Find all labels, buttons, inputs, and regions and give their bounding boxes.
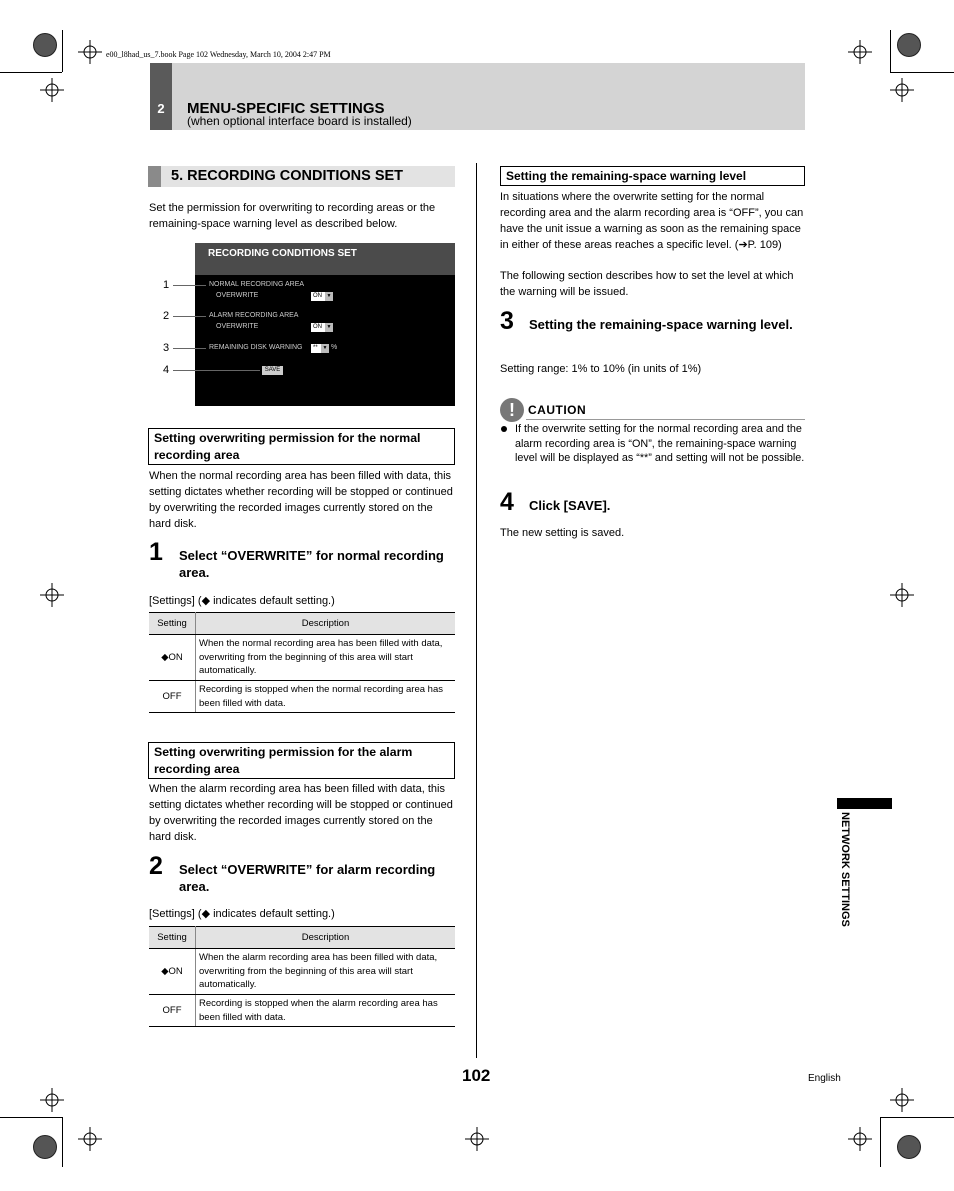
registration-disc-icon xyxy=(33,33,57,57)
crosshair-icon xyxy=(40,1088,64,1112)
chapter-title: MENU-SPECIFIC SETTINGS xyxy=(187,100,385,117)
crosshair-icon xyxy=(848,40,872,64)
crosshair-icon xyxy=(78,40,102,64)
crosshair-icon xyxy=(78,1127,102,1151)
crop-mark xyxy=(890,30,891,72)
alarm-area-description: When the alarm recording area has been filled with data, this setting dictates whether recording will be stopped or continued by overwriting the recorded images currently stored on the hard disk. xyxy=(149,783,453,843)
step-number: 4 xyxy=(500,488,514,516)
crosshair-icon xyxy=(890,583,914,607)
setting-range: Setting range: 1% to 10% (in units of 1%) xyxy=(500,363,702,375)
table-cell: ◆ON xyxy=(149,949,196,995)
step-title: Select “OVERWRITE” for alarm recording area. xyxy=(179,862,436,894)
normal-area-description: When the normal recording area has been filled with data, this setting dictates whether recording will be stopped or continued by overwriting the recorded images currently stored on the hard disk. xyxy=(149,470,453,530)
table-cell: OFF xyxy=(149,681,196,713)
print-slug: e00_l8had_us_7.book Page 102 Wednesday, March 10, 2004 2:47 PM xyxy=(106,50,331,59)
table-row xyxy=(149,995,455,1027)
section-marker xyxy=(148,166,161,187)
table-header: Setting xyxy=(149,927,196,949)
table-cell: ◆ON xyxy=(149,635,196,681)
language-label: English xyxy=(808,1073,841,1084)
settings-note: [Settings] (◆ indicates default setting.) xyxy=(149,908,335,920)
registration-disc-icon xyxy=(33,1135,57,1159)
crosshair-icon xyxy=(40,583,64,607)
chapter-number: 2 xyxy=(157,101,165,116)
chevron-down-icon: ▼ xyxy=(326,324,332,330)
crop-mark xyxy=(0,1117,62,1118)
step-title: Setting the remaining-space warning level. xyxy=(529,317,793,332)
crop-mark xyxy=(62,30,63,72)
screen-disk-warning-label: REMAINING DISK WARNING xyxy=(209,344,303,351)
table-cell: Recording is stopped when the alarm recording area has been filled with data. xyxy=(196,995,456,1027)
table-row xyxy=(149,681,455,713)
caution-icon: ! xyxy=(500,398,524,422)
screen-overwrite-select: ON xyxy=(311,292,325,301)
screen-percent-label: % xyxy=(331,344,338,351)
section-intro: Set the permission for overwriting to recording areas or the remaining-space warning level as described below. xyxy=(149,202,436,230)
side-tab xyxy=(837,798,892,809)
crop-mark xyxy=(890,72,954,73)
warning-level-description: In situations where the overwrite setting for the normal recording area and the alarm recording area is “OFF”, you can have the unit issue a warning as soon as the remaining space in either of these areas reaches a specific level. (➔P. 109) xyxy=(500,191,804,251)
chevron-down-icon: ▼ xyxy=(326,293,332,299)
callout-line xyxy=(173,316,206,317)
crosshair-icon xyxy=(465,1127,489,1151)
table-row xyxy=(149,635,455,681)
crop-mark xyxy=(0,72,62,73)
step-title: Click [SAVE]. xyxy=(529,498,611,513)
screen-overwrite-label: OVERWRITE xyxy=(216,292,259,299)
normal-area-heading: Setting overwriting permission for the normal recording area xyxy=(148,428,455,465)
table-cell: When the alarm recording area has been filled with data, overwriting from the beginning of this area will start automatically. xyxy=(196,949,456,995)
crop-mark xyxy=(880,1117,954,1118)
callout-number: 4 xyxy=(163,364,170,376)
callout-number: 3 xyxy=(163,342,170,354)
warning-level-heading: Setting the remaining-space warning level xyxy=(500,166,805,186)
section-title: 5. RECORDING CONDITIONS SET xyxy=(171,168,404,184)
crosshair-icon xyxy=(890,78,914,102)
step-number: 3 xyxy=(500,307,514,335)
caution-label: CAUTION xyxy=(528,403,587,417)
crop-mark xyxy=(880,1117,881,1167)
step-title: Select “OVERWRITE” for normal recording area. xyxy=(179,548,444,580)
screen-overwrite-select: ON xyxy=(311,323,325,332)
callout-line xyxy=(173,348,206,349)
chapter-subtitle: (when optional interface board is installed) xyxy=(187,114,412,128)
screen-save-button: SAVE xyxy=(262,366,283,375)
callout-number: 1 xyxy=(163,279,170,291)
screen-normal-area-label: NORMAL RECORDING AREA xyxy=(209,281,305,288)
crosshair-icon xyxy=(890,1088,914,1112)
settings-note: [Settings] (◆ indicates default setting.) xyxy=(149,595,335,607)
screen-alarm-area-label: ALARM RECORDING AREA xyxy=(209,312,299,319)
step-number: 1 xyxy=(149,538,163,566)
settings-table xyxy=(149,612,455,713)
bullet-icon xyxy=(501,426,507,432)
screen-warning-select: ** xyxy=(311,344,321,353)
screen-overwrite-label: OVERWRITE xyxy=(216,323,259,330)
caution-divider xyxy=(526,419,805,420)
caution-text: If the overwrite setting for the normal recording area and the alarm recording area is “ON”, the remaining-space warning level will be displayed as “**” and setting will not be possible. xyxy=(515,423,805,464)
table-cell: OFF xyxy=(149,995,196,1027)
chevron-down-icon: ▼ xyxy=(322,345,328,351)
callout-number: 2 xyxy=(163,310,170,322)
crosshair-icon xyxy=(40,78,64,102)
step-number: 2 xyxy=(149,852,163,880)
table-header: Description xyxy=(196,927,456,949)
side-tab-label: NETWORK SETTINGS xyxy=(839,812,851,927)
callout-line xyxy=(173,370,260,371)
column-divider xyxy=(476,163,477,1058)
page-number: 102 xyxy=(462,1066,491,1085)
table-row xyxy=(149,949,455,995)
chapter-tab xyxy=(150,63,172,130)
crosshair-icon xyxy=(848,1127,872,1151)
table-cell: When the normal recording area has been filled with data, overwriting from the beginning of this area will start automatically. xyxy=(196,635,456,681)
warning-level-note: The following section describes how to set the level at which the warning will be issued. xyxy=(500,270,794,298)
alarm-area-heading: Setting overwriting permission for the alarm recording area xyxy=(148,742,455,779)
registration-disc-icon xyxy=(897,33,921,57)
table-header: Setting xyxy=(149,613,196,635)
step-result: The new setting is saved. xyxy=(500,527,625,539)
settings-table xyxy=(149,926,455,1027)
registration-disc-icon xyxy=(897,1135,921,1159)
table-header: Description xyxy=(196,613,456,635)
callout-line xyxy=(173,285,206,286)
screen-title: RECORDING CONDITIONS SET xyxy=(208,248,357,259)
table-cell: Recording is stopped when the normal recording area has been filled with data. xyxy=(196,681,456,713)
crop-mark xyxy=(62,1117,63,1167)
